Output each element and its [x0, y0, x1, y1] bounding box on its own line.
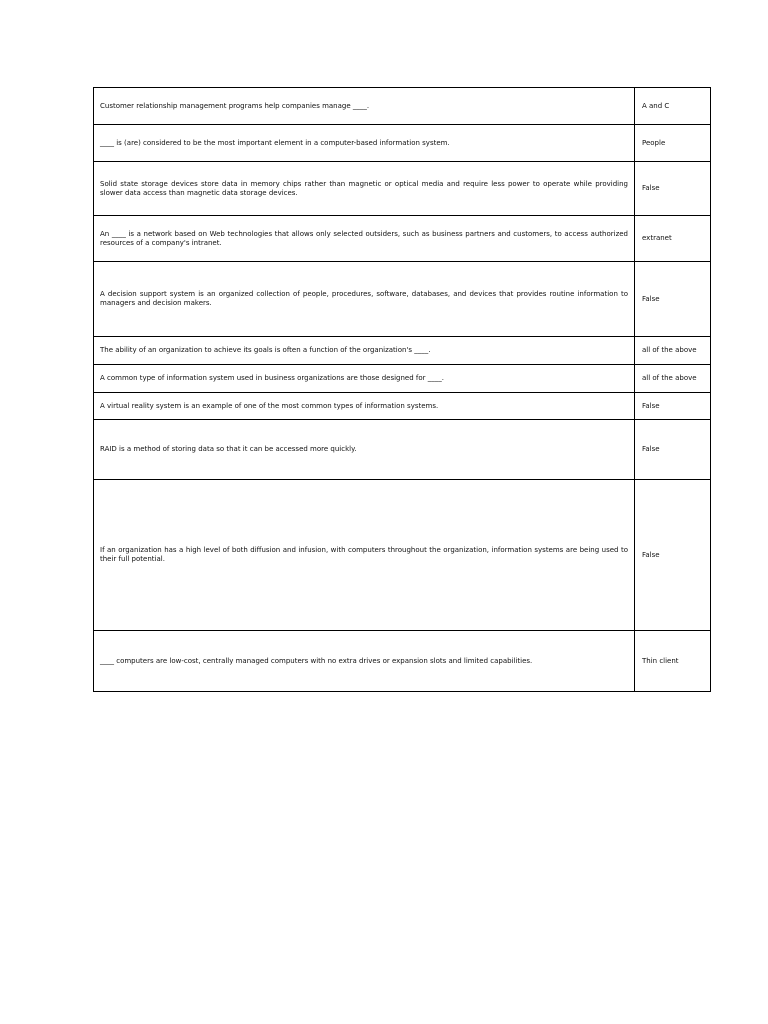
- answer-text: False: [642, 550, 660, 559]
- question-cell: [94, 162, 635, 216]
- answer-cell: [635, 480, 711, 631]
- answer-text: People: [642, 138, 666, 147]
- question-cell: [94, 337, 635, 365]
- question-cell: [94, 125, 635, 162]
- answer-text: A and C: [642, 101, 670, 110]
- table-row: [94, 88, 711, 125]
- question-text: Solid state storage devices store data in memory chips rather than magnetic or optical media and require less power to operate while providing slower data access than magnetic data storage devices.: [100, 179, 628, 197]
- question-text: A common type of information system used in business organizations are those designed for ____.: [100, 374, 444, 382]
- answer-cell: [635, 337, 711, 365]
- question-text: RAID is a method of storing data so that it can be accessed more quickly.: [100, 445, 357, 453]
- answer-cell: [635, 125, 711, 162]
- question-cell: [94, 88, 635, 125]
- question-cell: [94, 631, 635, 692]
- question-text: A virtual reality system is an example of one of the most common types of information systems.: [100, 401, 439, 410]
- question-cell: [94, 216, 635, 262]
- table-row: [94, 480, 711, 631]
- question-cell: [94, 393, 635, 420]
- table-row: [94, 162, 711, 216]
- answer-cell: [635, 393, 711, 420]
- question-cell: [94, 480, 635, 631]
- question-text: If an organization has a high level of both diffusion and infusion, with computers throughout the organization, information systems are being used to their full potential.: [100, 546, 628, 563]
- answer-cell: [635, 262, 711, 337]
- table-row: [94, 337, 711, 365]
- question-text: ____ computers are low-cost, centrally managed computers with no extra drives or expansion slots and limited capabilities.: [100, 656, 533, 665]
- answer-text: False: [642, 184, 660, 192]
- question-text: Customer relationship management programs help companies manage ____.: [100, 101, 370, 110]
- question-text: A decision support system is an organized collection of people, procedures, software, databases, and devices that provides routine information to managers and decision makers.: [100, 290, 628, 307]
- question-cell: [94, 365, 635, 393]
- answer-text: False: [642, 294, 660, 303]
- answer-cell: [635, 420, 711, 480]
- answer-text: extranet: [642, 234, 672, 242]
- answer-text: all of the above: [642, 374, 697, 382]
- table-row: [94, 393, 711, 420]
- answer-cell: [635, 216, 711, 262]
- question-cell: [94, 262, 635, 337]
- answer-cell: [635, 631, 711, 692]
- table-row: [94, 216, 711, 262]
- answer-cell: [635, 88, 711, 125]
- table-row: [94, 631, 711, 692]
- answer-text: all of the above: [642, 346, 697, 354]
- answer-text: False: [642, 401, 660, 410]
- table-row: [94, 262, 711, 337]
- table-row: [94, 420, 711, 480]
- answer-text: False: [642, 445, 660, 453]
- question-text: The ability of an organization to achieve its goals is often a function of the organization's ____.: [100, 346, 431, 354]
- question-cell: [94, 420, 635, 480]
- table-row: [94, 125, 711, 162]
- question-text: An ____ is a network based on Web technologies that allows only selected outsiders, such as business partners and customers, to access authorized resources of a company's intranet.: [100, 229, 628, 247]
- question-text: ____ is (are) considered to be the most important element in a computer-based information system.: [100, 138, 450, 147]
- answer-cell: [635, 162, 711, 216]
- question-answer-table: [93, 87, 711, 692]
- table-row: [94, 365, 711, 393]
- answer-cell: [635, 365, 711, 393]
- answer-text: Thin client: [642, 656, 679, 665]
